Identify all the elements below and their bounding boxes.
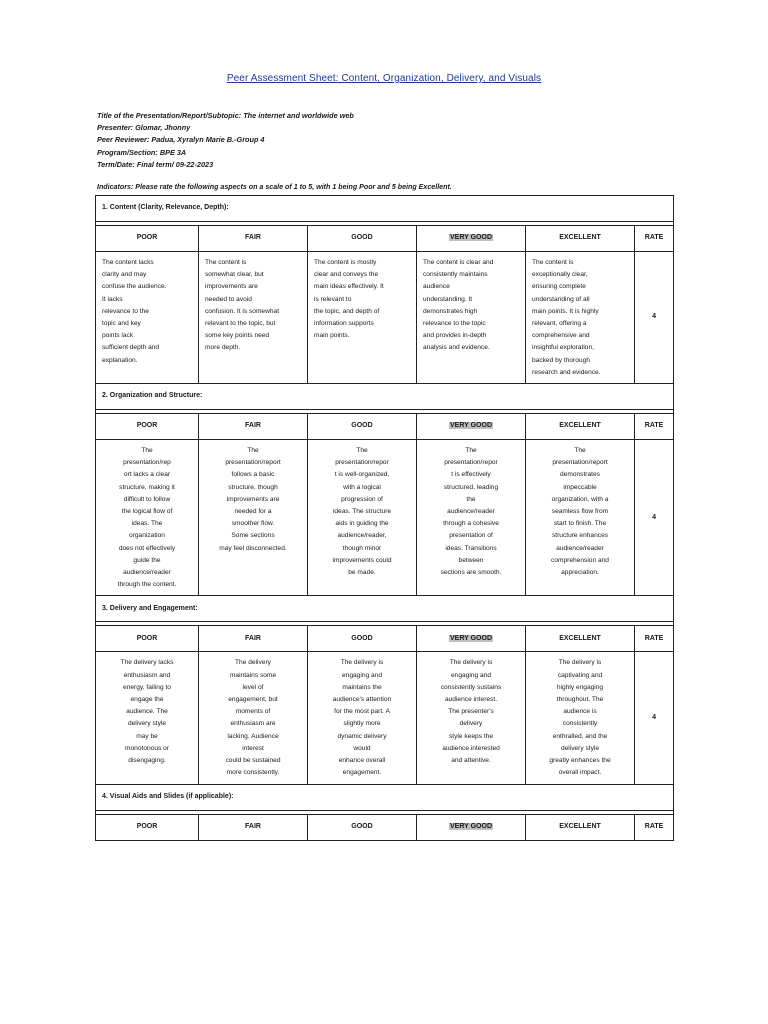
presentation-info	[97, 110, 677, 171]
column-header-poor: POOR	[96, 414, 199, 440]
column-header-rate: RATE	[635, 814, 674, 840]
criterion-very-good: The content is clear and consistently maintains audience understanding. It demonstrates high relevance to the topic and provides in-depth analysis and evidence.	[417, 252, 526, 384]
criterion-poor: The content lacks clarity and may confuse the audience. It lacks relevance to the topic and key points lack sufficient depth and explanation.	[96, 252, 199, 384]
document-title: Peer Assessment Sheet: Content, Organization, Delivery, and Visuals	[226, 73, 542, 84]
criteria-row	[96, 652, 674, 784]
column-header-good: GOOD	[308, 226, 417, 252]
criterion-fair: The delivery maintains some level of engagement, but moments of enthusiasm are lacking. Audience interest could be sustained more consistently.	[199, 652, 308, 784]
section-heading: 4. Visual Aids and Slides (if applicable):	[96, 784, 674, 810]
criterion-excellent: The delivery is captivating and highly engaging throughout. The audience is consistently enthralled, and the delivery style greatly enhances the overall impact.	[526, 652, 635, 784]
column-header-fair: FAIR	[199, 626, 308, 652]
term-date-line: Term/Date: Final term/ 09-22-2023	[97, 159, 214, 169]
presenter-line: Presenter: Glomar, Jhonny	[97, 123, 191, 133]
column-header-rate: RATE	[635, 626, 674, 652]
rating-value: 4	[635, 652, 674, 784]
column-header-poor: POOR	[96, 226, 199, 252]
rating-value: 4	[635, 440, 674, 596]
column-header-fair: FAIR	[199, 414, 308, 440]
criterion-poor: The delivery lacks enthusiasm and energy, failing to engage the audience. The delivery style may be monotonous or disengaging.	[96, 652, 199, 784]
column-header-row	[96, 414, 674, 440]
column-header-excellent: EXCELLENT	[526, 414, 635, 440]
criterion-very-good: The delivery is engaging and consistently sustains audience interest. The presenter's delivery style keeps the audience interested and attentive.	[417, 652, 526, 784]
column-header-very-good	[417, 226, 526, 252]
column-header-row	[96, 814, 674, 840]
criterion-good: The presentation/repor t is well-organized, with a logical progression of ideas. The structure aids in guiding the audience/reader, though minor improvements could be made.	[308, 440, 417, 596]
column-header-fair: FAIR	[199, 814, 308, 840]
section-heading-row	[96, 596, 674, 622]
presentation-title-line: Title of the Presentation/Report/Subtopic: The internet and worldwide web	[97, 111, 354, 120]
section-heading: 3. Delivery and Engagement:	[96, 596, 674, 622]
very-good-highlight: VERY GOOD	[449, 234, 492, 242]
section-heading: 1. Content (Clarity, Relevance, Depth):	[96, 196, 674, 222]
very-good-highlight: VERY GOOD	[449, 634, 492, 642]
column-header-very-good	[417, 626, 526, 652]
column-header-poor: POOR	[96, 626, 199, 652]
column-header-row	[96, 226, 674, 252]
column-header-good: GOOD	[308, 626, 417, 652]
criterion-poor: The presentation/rep ort lacks a clear structure, making it difficult to follow the logical flow of ideas. The organization does not effectively guide the audience/reader through the content.	[96, 440, 199, 596]
assessment-table	[95, 195, 674, 841]
column-header-poor: POOR	[96, 814, 199, 840]
criterion-excellent: The content is exceptionally clear, ensuring complete understanding of all main points. It is highly relevant, offering a comprehensive and insightful exploration, backed by thorough research and evidence.	[526, 252, 635, 384]
column-header-very-good	[417, 414, 526, 440]
section-heading-row	[96, 784, 674, 810]
column-header-rate: RATE	[635, 226, 674, 252]
criterion-fair: The content is somewhat clear, but improvements are needed to avoid confusion. It is somewhat relevant to the topic, but some key points need more depth.	[199, 252, 308, 384]
column-header-excellent: EXCELLENT	[526, 226, 635, 252]
criteria-row	[96, 252, 674, 384]
column-header-very-good	[417, 814, 526, 840]
rating-value: 4	[635, 252, 674, 384]
very-good-highlight: VERY GOOD	[449, 422, 492, 430]
criteria-row	[96, 440, 674, 596]
criterion-very-good: The presentation/repor t is effectively structured, leading the audience/reader through a cohesive presentation of ideas. Transitions between sections are smooth.	[417, 440, 526, 596]
peer-reviewer-line: Peer Reviewer: Padua, Xyralyn Marie B.-Group 4	[97, 135, 265, 145]
column-header-excellent: EXCELLENT	[526, 626, 635, 652]
column-header-good: GOOD	[308, 814, 417, 840]
column-header-rate: RATE	[635, 414, 674, 440]
indicators-note: Indicators: Please rate the following aspects on a scale of 1 to 5, with 1 being Poor and 5 being Excellent.	[97, 183, 452, 191]
very-good-highlight: VERY GOOD	[449, 822, 492, 830]
criterion-good: The content is mostly clear and conveys the main ideas effectively. It is relevant to the topic, and depth of information supports main points.	[308, 252, 417, 384]
column-header-good: GOOD	[308, 414, 417, 440]
column-header-excellent: EXCELLENT	[526, 814, 635, 840]
criterion-excellent: The presentation/report demonstrates impeccable organization, with a seamless flow from start to finish. The structure enhances audience/reader comprehension and appreciation.	[526, 440, 635, 596]
program-section-line: Program/Section: BPE 3A	[97, 147, 187, 157]
section-heading-row	[96, 196, 674, 222]
column-header-row	[96, 626, 674, 652]
criterion-good: The delivery is engaging and maintains the audience's attention for the most part. A slightly more dynamic delivery would enhance overall engagement.	[308, 652, 417, 784]
section-heading: 2. Organization and Structure:	[96, 384, 674, 410]
section-heading-row	[96, 384, 674, 410]
criterion-fair: The presentation/report follows a basic structure, though improvements are needed for a smoother flow. Some sections may feel disconnected.	[199, 440, 308, 596]
column-header-fair: FAIR	[199, 226, 308, 252]
